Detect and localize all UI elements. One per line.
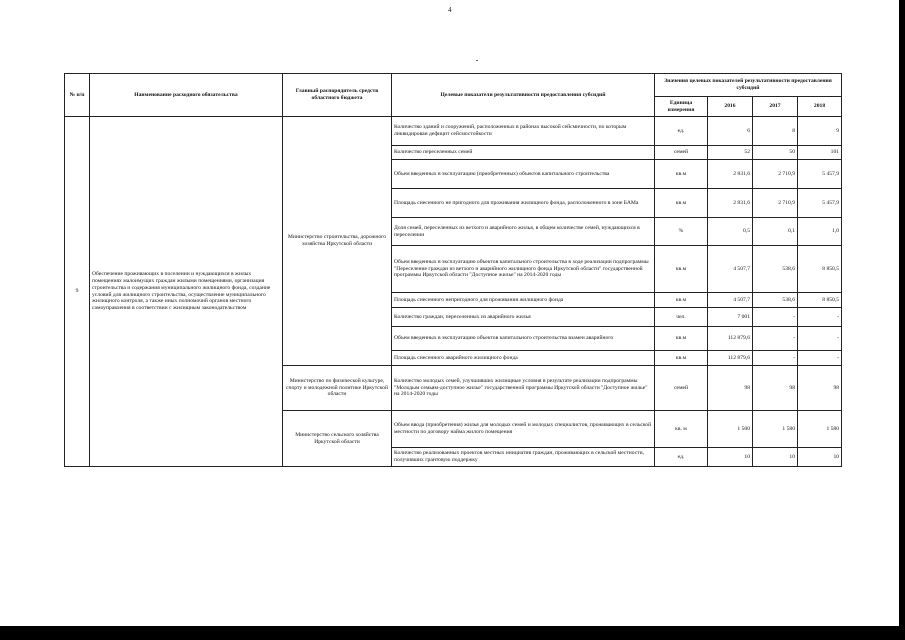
indicator-cell: Количество реализованных проектов местных инициатив граждан, проживающих в сельской местности, получивших грантовую поддержку [392,448,655,467]
indicator-cell: Количество зданий и сооружений, расположенных в районах высокой сейсмичности, по которым ликвидирован дефицит сейсмостойкости [392,117,655,146]
scan-border-right [899,0,905,640]
value-2018: - [798,351,842,366]
value-2018: 101 [798,146,842,160]
scan-border-bottom [0,626,905,640]
value-2017: 50 [753,146,798,160]
indicator-cell: Площадь снесенного аварийного жилищного фонда [392,351,655,366]
value-2016: 0,5 [708,218,753,246]
value-2016: 2 831,6 [708,189,753,218]
value-2018: 8 850,5 [798,293,842,308]
unit-cell: кв.м [655,293,708,308]
indicator-cell: Количество переселенных семей [392,146,655,160]
value-2016: 4 507,7 [708,293,753,308]
unit-cell: кв.м [655,327,708,351]
value-2018: 98 [798,366,842,411]
header-year-2016: 2016 [708,97,753,117]
indicator-cell: Площадь снесенного не пригодного для проживания жилищного фонда, расположенного в зоне БАМа [392,189,655,218]
value-2017: 2 710,9 [753,189,798,218]
indicator-cell: Объем введенных в эксплуатацию (приобретенных) объектов капитального строительства [392,160,655,189]
value-2017: 98 [753,366,798,411]
unit-cell: семей [655,146,708,160]
value-2017: 10 [753,448,798,467]
value-2016: 7 001 [708,308,753,327]
value-2017: 538,6 [753,246,798,293]
header-year-2018: 2018 [798,97,842,117]
unit-cell: семей [655,366,708,411]
header-year-2017: 2017 [753,97,798,117]
unit-cell: кв.м [655,246,708,293]
unit-cell: ед. [655,117,708,146]
scan-speck [476,60,478,61]
indicator-cell: Объем введенных в эксплуатацию объектов капитального строительства взамен аварийного [392,327,655,351]
value-2018: 8 850,5 [798,246,842,293]
subsidy-indicators-table [64,73,842,467]
value-2016: 98 [708,366,753,411]
indicator-cell: Объем ввода (приобретения) жилья для молодых семей и молодых специалистов, проживающих в сельской местности по договору найма жилого помещения [392,411,655,448]
page-number: 4 [448,6,452,14]
value-2016: 112 879,6 [708,327,753,351]
value-2016: 4 507,7 [708,246,753,293]
unit-cell: кв.м [655,351,708,366]
row-number: 9 [65,117,90,467]
unit-cell: кв.м [655,189,708,218]
value-2016: 6 [708,117,753,146]
value-2016: 112 879,6 [708,351,753,366]
value-2018: 10 [798,448,842,467]
value-2018: 1,0 [798,218,842,246]
unit-cell: кв. м [655,411,708,448]
unit-cell: ед. [655,448,708,467]
header-obligation: Наименование расходного обязательства [90,74,283,117]
obligation-text: Обеспечение проживающих в поселении и нуждающихся в жилых помещениях малоимущих граждан жилыми помещениями, организация строительства и содержания муниципального жилищного фонда, создание условий для жилищного строительства, осуществление муниципального жилищного контроля, а также иных полномочий органов местного самоуправления в соответствии с жилищным законодательством [90,117,283,467]
value-2016: 2 831,6 [708,160,753,189]
value-2017: 538,6 [753,293,798,308]
header-unit: Единица измерения [655,97,708,117]
table-row [65,117,842,146]
distributor-sport: Министерство по физической культуре, спорту и молодежной политике Иркутской области [283,366,392,411]
indicator-cell: Площадь снесенного непригодного для проживания жилищного фонда [392,293,655,308]
indicator-cell: Количество молодых семей, улучшивших жилищные условия в результате реализации подпрограммы "Молодым семьям-доступное жилье" государственной программы Иркутской области "Доступное жилье" на 2014-2020 годы [392,366,655,411]
header-distributor: Главный распорядитель средств областного бюджета [283,74,392,117]
value-2017: - [753,351,798,366]
distributor-agriculture: Министерство сельского хозяйства Иркутской области [283,411,392,467]
value-2017: 2 710,9 [753,160,798,189]
indicator-cell: Доля семей, переселенных из ветхого и аварийного жилья, в общем количестве семей, нуждающихся в переселении [392,218,655,246]
value-2018: 5 457,9 [798,160,842,189]
unit-cell: % [655,218,708,246]
value-2017: - [753,327,798,351]
value-2016: 1 500 [708,411,753,448]
indicator-cell: Количество граждан, переселенных из аварийного жилья [392,308,655,327]
indicator-cell: Объем введенных в эксплуатацию объектов капитального строительства в ходе реализации подпрограммы "Переселение граждан из ветхого и аварийного жилищного фонда Иркутской области" государственной программы Иркутской области "Доступное жилье" на 2014-2020 годы [392,246,655,293]
value-2016: 10 [708,448,753,467]
value-2018: - [798,327,842,351]
value-2017: 0,1 [753,218,798,246]
value-2018: - [798,308,842,327]
value-2016: 52 [708,146,753,160]
header-indicators: Целевые показатели результативности предоставления субсидий [392,74,655,117]
header-num: № п/п [65,74,90,117]
value-2018: 5 457,9 [798,189,842,218]
value-2017: 1 580 [753,411,798,448]
value-2018: 9 [798,117,842,146]
unit-cell: кв.м [655,160,708,189]
distributor-construction: Министерство строительства, дорожного хозяйства Иркутской области [283,117,392,366]
unit-cell: чел. [655,308,708,327]
value-2017: - [753,308,798,327]
header-values-group: Значения целевых показателей результативности предоставления субсидий [655,74,842,97]
value-2017: 8 [753,117,798,146]
value-2018: 1 580 [798,411,842,448]
